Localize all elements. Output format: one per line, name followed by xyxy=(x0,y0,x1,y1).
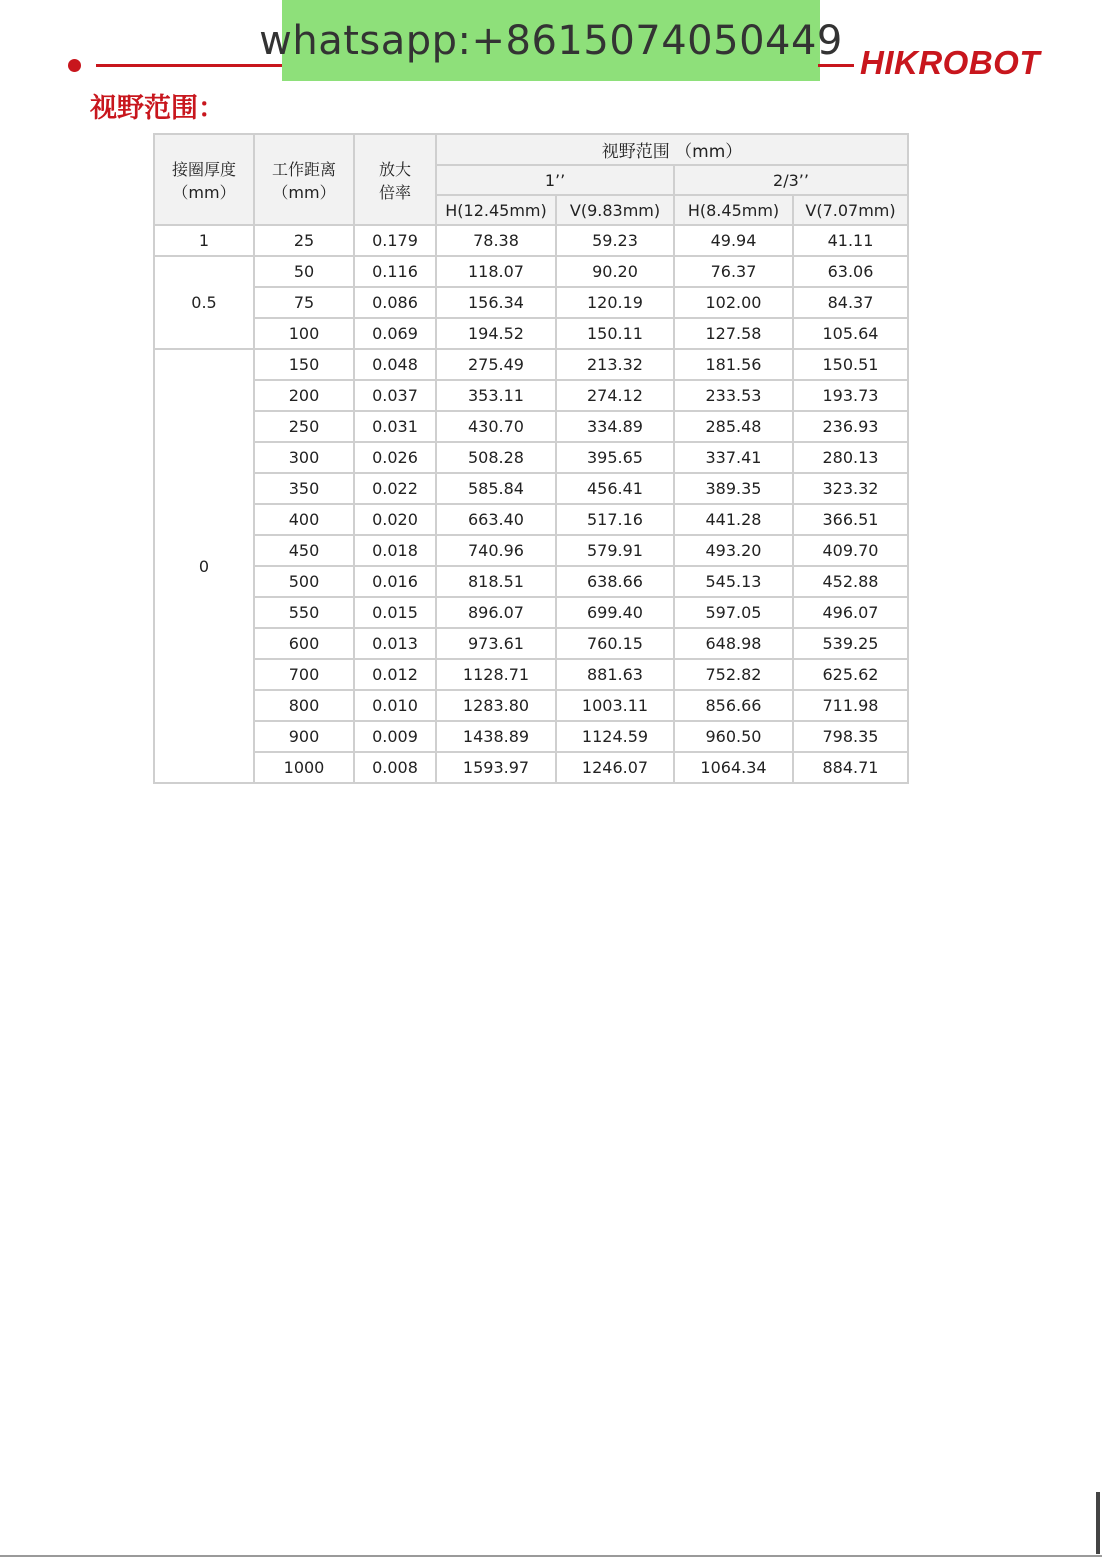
h-1-cell: 78.38 xyxy=(436,225,556,256)
header-working-distance-line1: 工作距离 xyxy=(271,159,336,179)
page-bottom-line xyxy=(0,1555,1102,1557)
accent-dot xyxy=(68,59,81,72)
v-23-cell: 150.51 xyxy=(793,349,908,380)
h-23-cell: 181.56 xyxy=(674,349,793,380)
table-row xyxy=(154,566,908,597)
table-row xyxy=(154,504,908,535)
table-row xyxy=(154,535,908,566)
header-working-distance-line2: （mm） xyxy=(272,182,336,202)
v-1-cell: 274.12 xyxy=(556,380,674,411)
v-23-cell: 323.32 xyxy=(793,473,908,504)
working-distance-cell: 400 xyxy=(254,504,354,535)
h-1-cell: 118.07 xyxy=(436,256,556,287)
v-23-cell: 798.35 xyxy=(793,721,908,752)
h-1-cell: 353.11 xyxy=(436,380,556,411)
magnification-cell: 0.086 xyxy=(354,287,436,318)
working-distance-cell: 25 xyxy=(254,225,354,256)
ring-thickness-cell: 1 xyxy=(154,225,254,256)
v-1-cell: 1124.59 xyxy=(556,721,674,752)
working-distance-cell: 350 xyxy=(254,473,354,504)
working-distance-cell: 1000 xyxy=(254,752,354,783)
ring-thickness-cell: 0.5 xyxy=(154,256,254,349)
table-row xyxy=(154,318,908,349)
working-distance-cell: 100 xyxy=(254,318,354,349)
v-23-cell: 366.51 xyxy=(793,504,908,535)
table-row xyxy=(154,752,908,783)
header-h-1: H(12.45mm) xyxy=(436,195,556,225)
v-23-cell: 280.13 xyxy=(793,442,908,473)
h-23-cell: 127.58 xyxy=(674,318,793,349)
working-distance-cell: 450 xyxy=(254,535,354,566)
magnification-cell: 0.037 xyxy=(354,380,436,411)
v-1-cell: 881.63 xyxy=(556,659,674,690)
table-row xyxy=(154,225,908,256)
v-1-cell: 213.32 xyxy=(556,349,674,380)
h-23-cell: 856.66 xyxy=(674,690,793,721)
table-row xyxy=(154,659,908,690)
table-body xyxy=(154,225,908,783)
whatsapp-banner: whatsapp:+8615074050449 xyxy=(282,0,820,81)
working-distance-cell: 900 xyxy=(254,721,354,752)
magnification-cell: 0.016 xyxy=(354,566,436,597)
h-23-cell: 545.13 xyxy=(674,566,793,597)
v-1-cell: 59.23 xyxy=(556,225,674,256)
v-1-cell: 638.66 xyxy=(556,566,674,597)
magnification-cell: 0.015 xyxy=(354,597,436,628)
v-1-cell: 90.20 xyxy=(556,256,674,287)
v-1-cell: 1003.11 xyxy=(556,690,674,721)
header-v-23: V(7.07mm) xyxy=(793,195,908,225)
v-1-cell: 334.89 xyxy=(556,411,674,442)
working-distance-cell: 500 xyxy=(254,566,354,597)
working-distance-cell: 50 xyxy=(254,256,354,287)
magnification-cell: 0.031 xyxy=(354,411,436,442)
h-1-cell: 740.96 xyxy=(436,535,556,566)
magnification-cell: 0.179 xyxy=(354,225,436,256)
header-sensor-1: 1’’ xyxy=(436,165,674,195)
h-1-cell: 1593.97 xyxy=(436,752,556,783)
header-h-23: H(8.45mm) xyxy=(674,195,793,225)
header-v-1: V(9.83mm) xyxy=(556,195,674,225)
magnification-cell: 0.009 xyxy=(354,721,436,752)
magnification-cell: 0.018 xyxy=(354,535,436,566)
fov-table xyxy=(153,133,909,784)
table-row xyxy=(154,349,908,380)
h-23-cell: 752.82 xyxy=(674,659,793,690)
header-ring-thickness-line1: 接圈厚度 xyxy=(171,159,236,179)
h-23-cell: 337.41 xyxy=(674,442,793,473)
table-row xyxy=(154,597,908,628)
v-1-cell: 120.19 xyxy=(556,287,674,318)
v-1-cell: 517.16 xyxy=(556,504,674,535)
magnification-cell: 0.008 xyxy=(354,752,436,783)
v-23-cell: 452.88 xyxy=(793,566,908,597)
h-1-cell: 508.28 xyxy=(436,442,556,473)
v-23-cell: 625.62 xyxy=(793,659,908,690)
v-23-cell: 193.73 xyxy=(793,380,908,411)
h-23-cell: 49.94 xyxy=(674,225,793,256)
table-row xyxy=(154,287,908,318)
magnification-cell: 0.013 xyxy=(354,628,436,659)
header-ring-thickness-line2: （mm） xyxy=(172,182,236,202)
h-23-cell: 441.28 xyxy=(674,504,793,535)
working-distance-cell: 800 xyxy=(254,690,354,721)
h-23-cell: 1064.34 xyxy=(674,752,793,783)
working-distance-cell: 150 xyxy=(254,349,354,380)
working-distance-cell: 550 xyxy=(254,597,354,628)
h-1-cell: 430.70 xyxy=(436,411,556,442)
header-fov: 视野范围 （mm） xyxy=(436,134,908,165)
v-1-cell: 760.15 xyxy=(556,628,674,659)
v-23-cell: 63.06 xyxy=(793,256,908,287)
logo-robot: ROBOT xyxy=(918,44,1041,81)
h-23-cell: 960.50 xyxy=(674,721,793,752)
h-23-cell: 76.37 xyxy=(674,256,793,287)
working-distance-cell: 200 xyxy=(254,380,354,411)
magnification-cell: 0.022 xyxy=(354,473,436,504)
v-23-cell: 41.11 xyxy=(793,225,908,256)
header-magnification xyxy=(354,134,436,225)
v-1-cell: 699.40 xyxy=(556,597,674,628)
working-distance-cell: 250 xyxy=(254,411,354,442)
v-23-cell: 711.98 xyxy=(793,690,908,721)
v-23-cell: 496.07 xyxy=(793,597,908,628)
h-23-cell: 233.53 xyxy=(674,380,793,411)
header-sensor-23: 2/3’’ xyxy=(674,165,908,195)
h-1-cell: 194.52 xyxy=(436,318,556,349)
h-1-cell: 585.84 xyxy=(436,473,556,504)
magnification-cell: 0.010 xyxy=(354,690,436,721)
logo-hik: HIK xyxy=(860,44,919,81)
v-1-cell: 1246.07 xyxy=(556,752,674,783)
table-row xyxy=(154,690,908,721)
h-23-cell: 597.05 xyxy=(674,597,793,628)
table-row xyxy=(154,442,908,473)
header-rule-right xyxy=(818,64,854,67)
h-23-cell: 493.20 xyxy=(674,535,793,566)
table-row xyxy=(154,721,908,752)
h-1-cell: 896.07 xyxy=(436,597,556,628)
magnification-cell: 0.026 xyxy=(354,442,436,473)
h-23-cell: 102.00 xyxy=(674,287,793,318)
working-distance-cell: 300 xyxy=(254,442,354,473)
hikrobot-logo xyxy=(860,44,1040,84)
v-1-cell: 456.41 xyxy=(556,473,674,504)
v-23-cell: 105.64 xyxy=(793,318,908,349)
page-edge-bar xyxy=(1096,1492,1100,1554)
working-distance-cell: 700 xyxy=(254,659,354,690)
v-23-cell: 236.93 xyxy=(793,411,908,442)
table-row xyxy=(154,380,908,411)
magnification-cell: 0.116 xyxy=(354,256,436,287)
h-1-cell: 818.51 xyxy=(436,566,556,597)
table-row xyxy=(154,473,908,504)
magnification-cell: 0.012 xyxy=(354,659,436,690)
magnification-cell: 0.048 xyxy=(354,349,436,380)
h-1-cell: 663.40 xyxy=(436,504,556,535)
section-title: 视野范围： xyxy=(90,93,225,124)
h-1-cell: 1283.80 xyxy=(436,690,556,721)
h-1-cell: 1128.71 xyxy=(436,659,556,690)
h-1-cell: 1438.89 xyxy=(436,721,556,752)
h-1-cell: 275.49 xyxy=(436,349,556,380)
header-magnification-line1: 放大 xyxy=(378,159,411,179)
header-working-distance xyxy=(254,134,354,225)
h-23-cell: 285.48 xyxy=(674,411,793,442)
v-1-cell: 579.91 xyxy=(556,535,674,566)
ring-thickness-cell: 0 xyxy=(154,349,254,783)
table-row xyxy=(154,256,908,287)
table-row xyxy=(154,628,908,659)
v-23-cell: 539.25 xyxy=(793,628,908,659)
v-1-cell: 395.65 xyxy=(556,442,674,473)
header-ring-thickness xyxy=(154,134,254,225)
table-row xyxy=(154,411,908,442)
magnification-cell: 0.069 xyxy=(354,318,436,349)
h-23-cell: 389.35 xyxy=(674,473,793,504)
h-1-cell: 973.61 xyxy=(436,628,556,659)
working-distance-cell: 75 xyxy=(254,287,354,318)
header-rule-left xyxy=(96,64,286,67)
working-distance-cell: 600 xyxy=(254,628,354,659)
v-23-cell: 84.37 xyxy=(793,287,908,318)
h-23-cell: 648.98 xyxy=(674,628,793,659)
v-23-cell: 409.70 xyxy=(793,535,908,566)
h-1-cell: 156.34 xyxy=(436,287,556,318)
v-1-cell: 150.11 xyxy=(556,318,674,349)
header-magnification-line2: 倍率 xyxy=(378,182,411,202)
v-23-cell: 884.71 xyxy=(793,752,908,783)
magnification-cell: 0.020 xyxy=(354,504,436,535)
